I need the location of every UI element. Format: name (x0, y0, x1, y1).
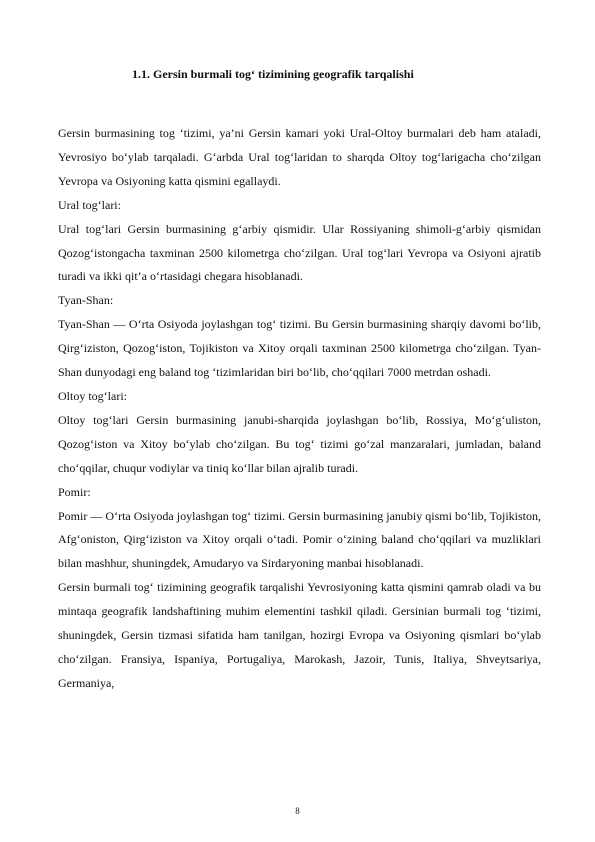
section-heading: 1.1. Gersin burmali tog‘ tizimining geografik tarqalishi (132, 67, 414, 81)
paragraph-tyan-shan: Tyan-Shan — O‘rta Osiyoda joylashgan tog‘ tizimi. Bu Gersin burmasining sharqiy davomi bo‘lib, Qirg‘iziston, Qozog‘iston, Tojikiston va Xitoy orqali taxminan 2500 kilometrga cho‘zilgan. Tyan-Shan dunyodagi eng baland tog ‘tizimlaridan biri bo‘lib, cho‘qqilari 7000 metrdan oshadi. (58, 317, 541, 380)
paragraph-intro: Gersin burmasining tog ‘tizimi, ya’ni Gersin kamari yoki Ural-Oltoy burmalari deb ham ataladi, Yevrosiyo bo‘ylab tarqaladi. G‘arbda Ural tog‘laridan to sharqda Oltoy tog‘larigacha cho‘zilgan Yevropa va Osiyoning katta qismini egallaydi. (58, 126, 541, 188)
subheading-oltoy: Oltoy tog‘lari: (58, 388, 127, 403)
paragraph-summary: Gersin burmali tog‘ tizimining geografik tarqalishi Yevrosiyoning katta qismini qamrab oladi va bu mintaqa geografik landshaftining muhim elementini tashkil qiladi. Gersinian burmali tog ‘tizimi, shuningdek, Gersin tizmasi sifatida ham tanilgan, hozirgi Evropa va Osiyoning qismlari bo‘ylab cho‘zilgan. Fransiya, Ispaniya, Portugaliya, Marokash, Jazoir, Tunis, Italiya, Shveytsariya, Germaniya, (58, 580, 541, 690)
body-text (58, 122, 541, 696)
paragraph-oltoy: Oltoy tog‘lari Gersin burmasining janubi-sharqida joylashgan bo‘lib, Rossiya, Mo‘g‘uliston, Qozog‘iston va Xitoy bo‘ylab cho‘zilgan. Bu tog‘ tizimi go‘zal manzaralari, jumladan, baland cho‘qqilar, chuqur vodiylar va tiniq ko‘llar bilan ajralib turadi. (58, 412, 541, 475)
paragraph-pomir: Pomir — O‘rta Osiyoda joylashgan tog‘ tizimi. Gersin burmasining janubiy qismi bo‘lib, Tojikiston, Afg‘oniston, Qirg‘iziston va Xitoy orqali o‘tadi. Pomir o‘zining baland cho‘qqilari va muzliklari bilan mashhur, shuningdek, Amudaryo va Sirdaryoning manbai hisoblanadi. (58, 508, 541, 571)
page-number: 8 (295, 806, 300, 816)
subheading-ural: Ural tog‘lari: (58, 197, 121, 212)
subheading-pomir: Pomir: (58, 484, 91, 499)
paragraph-ural: Ural tog‘lari Gersin burmasining g‘arbiy qismidir. Ular Rossiyaning shimoli-g‘arbiy qismidan Qozog‘istongacha taxminan 2500 kilometrga cho‘zilgan. Ural tog‘lari Yevropa va Osiyoni ajratib turadi va ikki qit’a o‘rtasidagi chegara hisoblanadi. (58, 221, 541, 284)
subheading-tyan-shan: Tyan-Shan: (58, 293, 114, 308)
